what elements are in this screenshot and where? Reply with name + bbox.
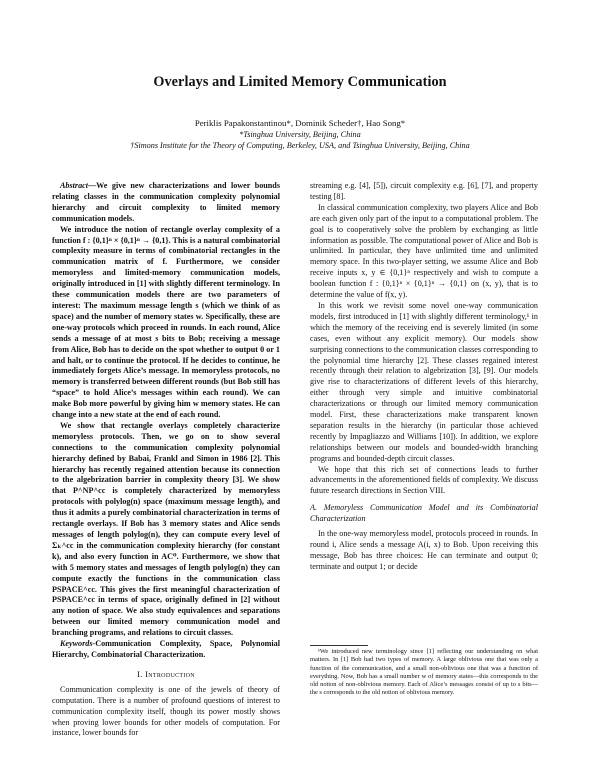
right-column (310, 181, 538, 573)
abstract-label: Abstract (60, 181, 88, 190)
intro-paragraph-1-continued: streaming e.g. [4], [5]), circuit complexity e.g. [6], [7], and property testing [8]. (310, 181, 538, 201)
intro-paragraph-3: In this work we revisit some novel one-way communication models, first introduced in [1] with slightly different terminology,¹ in which the memory of the receiving end is severely limited (in some cases, even without any explicit memory). Our models show surprising connections to the communication classes corresponding to the polynomial time hierarchy [2]. These classes regained interest recently through their relation to algebrization [3], [9]. Our models give rise to characterizations of different levels of this hierarchy, either through very simple and intuitive combinatorial characterizations or through our limited memory communication model. First, these characterizations make transparent known separation results in the hierarchy (in particular those achieved recently by Impagliazzo and Williams [10]). In addition, we explore relationships between our models and bounded-width branching programs and bounded-depth circuit classes. (310, 300, 538, 463)
section-heading-introduction: I. Introduction (137, 668, 195, 679)
keywords-text: -Communication Complexity, Space, Polynomial Hierarchy, Combinatorial Characterization. (52, 639, 280, 659)
abstract (52, 181, 280, 639)
subsection-heading-memoryless: A. Memoryless Communication Model and its Combinatorial Characterization (310, 503, 538, 524)
footnote-divider (310, 645, 368, 646)
abstract-text-1: —We give new characterizations and lower bounds relating classes in the communication complexity polynomial hierarchy and circuit complexity to limited memory communication models. (52, 181, 280, 223)
abstract-paragraph-3: We show that rectangle overlays completely characterize memoryless protocols. Then, we go on to show several connections to the communication complexity polynomial hierarchy defined by Babai, Frankl and Simon in 1986 [2]. This hierarchy has recently regained attention because its connection to the algebrization barrier in complexity theory [3]. We show that P^NP^cc is completely characterized by memoryless protocols with polylog(n) space (maximum message length), and thus it admits a purely combinatorial characterization in terms of rectangle overlays. If Bob has 3 memory states and Alice sends messages of length polylog(n), they can compute every level of Σₖ^cc in the communication complexity hierarchy (for constant k), and also every function in AC⁰. Furthermore, we show that with 5 memory states and messages of length polylog(n) they can compute exactly the functions in the communication class PSPACE^cc. This gives the first meaningful characterization of PSPACE^cc in terms of space, originally defined in [2] without any notion of space. We also study equivalences and separations between our limited memory communication model and branching programs, and relations to circuit classes. (52, 420, 280, 638)
paper-authors: Periklis Papakonstantinou*, Dominik Scheder†, Hao Song* (194, 118, 406, 128)
subsection-paragraph-1: In the one-way memoryless model, protocols proceed in rounds. In round i, Alice sends a message A(i, x) to Bob. Upon receiving this message, Bob has three choices: He can terminate and output 0; terminate and output 1; or decide (310, 529, 538, 571)
left-column (52, 181, 280, 739)
affiliation-1: *Tsinghua University, Beijing, China (239, 130, 361, 139)
abstract-paragraph-1 (52, 181, 280, 225)
intro-paragraph-4: We hope that this rich set of connections leads to further advancements in the aforementioned fields of complexity. We discuss future research directions in Section VIII. (310, 464, 538, 496)
abstract-paragraph-2: We introduce the notion of rectangle overlay complexity of a function f : {0,1}ⁿ × {0,1}ⁿ → {0,1}. This is a natural combinatorial complexity measure in terms of combinatorial rectangles in the communication matrix of f. Furthermore, we consider memoryless and limited-memory communication models, originally introduced in [1] with slightly different terminology. In these communication models there are two parameters of interest: The maximum message length s (which we think of as space) and the number of memory states w. Specifically, these are one-way protocols which proceed in rounds. In each round, Alice sends a message of at most s bits to Bob; receiving a message from Alice, Bob has to decide on the spot whether to output 0 or 1 and halt, or to continue the protocol. If he decides to continue, he immediately forgets Alice’s message. In memoryless protocols, no memory is transferred between different rounds (but Bob still has “space” to hold Alice’s messages within each round). We can make Bob more powerful by giving him w memory states. He can change into a new state at the end of each round. (52, 224, 280, 420)
paper-title: Overlays and Limited Memory Communication (153, 74, 447, 90)
footnote-1 (310, 648, 538, 698)
affiliation-2: †Simons Institute for the Theory of Computing, Berkeley, USA, and Tsinghua University, Beijing, China (130, 141, 470, 150)
footnote-text: ¹We introduced new terminology since [1] reflecting our understanding on what matters. In [1] Bob had two types of memory. A large oblivious one that was only a function of the communication, and a small non-oblivious one that was a function of everything. Now, Bob has a small number w of memory states—this corresponds to the old notion of non-oblivious memory. Each of Alice’s messages consist of up to s bits—the s corresponds to the old notion of oblivious memory. (310, 648, 538, 697)
keywords-label: Keywords (60, 639, 93, 649)
intro-paragraph-1: Communication complexity is one of the jewels of theory of computation. There is a number of profound questions of interest to communication complexity itself, though its power mostly shows when proving lower bounds for other models of computation. For instance, lower bounds for (52, 684, 280, 738)
intro-paragraph-2: In classical communication complexity, two players Alice and Bob are each given only part of the input to a computational problem. The goal is to cooperatively solve the problem by exchanging as little information as possible. The computational power of Alice and Bob is unlimited. In particular, they have unlimited time and unlimited memory space. In this two-player setting, we assume Alice and Bob receive inputs x, y ∈ {0,1}ⁿ respectively and wish to compute a boolean function f : {0,1}ⁿ × {0,1}ⁿ → {0,1} on (x, y), that is to determine the value of f(x, y). (310, 202, 538, 300)
intro-left-body (52, 685, 280, 740)
keywords (52, 639, 280, 661)
intro-right-body (310, 181, 538, 573)
